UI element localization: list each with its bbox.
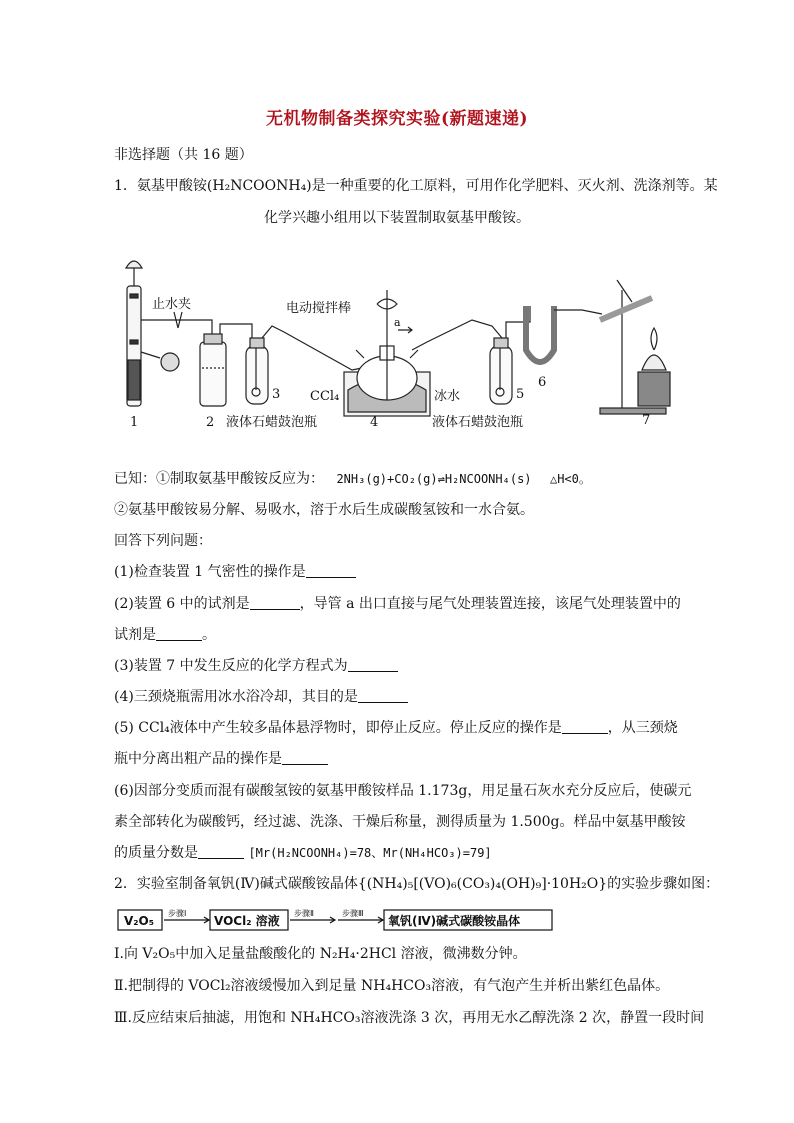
answer-blank[interactable] — [306, 563, 356, 578]
answer-blank[interactable] — [156, 626, 202, 641]
stirrer-label: 电动搅拌棒 — [286, 301, 352, 316]
question-1-6-line1: (6)因部分变质而混有碳酸氢铵的氨基甲酸铵样品 1.173g，用足量石灰水充分反应后，使碳元 — [114, 783, 692, 799]
enthalpy-note: △H<0。 — [549, 472, 591, 486]
apparatus-number-6: 6 — [538, 375, 547, 390]
question-1-5-text-b: ，从三颈烧 — [607, 720, 678, 736]
outlet-a-label: a — [394, 316, 401, 329]
section-heading: 非选择题（共 16 题） — [114, 147, 253, 163]
q1-intro-line1: 1．氨基甲酸铵(H₂NCOONH₄)是一种重要的化工原料，可用作化学肥料、灭火剂、洗涤剂等。某 — [114, 178, 718, 194]
question-1-6-line3 — [114, 844, 492, 862]
answer-prompt: 回答下列问题： — [114, 533, 212, 549]
question-1-5 — [114, 719, 678, 737]
question-1-2-cont — [114, 626, 216, 644]
question-1-5-text-a: (5) CCl₄液体中产生较多晶体悬浮物时，即停止反应。停止反应的操作是 — [114, 720, 562, 736]
question-1-5-text-c: 瓶中分离出粗产品的操作是 — [114, 751, 282, 767]
question-1-2 — [114, 595, 681, 613]
apparatus-number-2: 2 — [206, 415, 215, 430]
question-1-1 — [114, 563, 356, 581]
q2-intro: 2．实验室制备氧钒(Ⅳ)碱式碳酸铵晶体{(NH₄)₅[(VO)₆(CO₃)₄(OH)₉]·10H₂O}的实验步骤如图： — [114, 876, 720, 892]
question-1-2-text-c: 试剂是 — [114, 627, 156, 643]
reaction-equation: 2NH₃(g)+CO₂(g)⇌H₂NCOONH₄(s) — [336, 472, 532, 486]
question-1-3-text: (3)装置 7 中发生反应的化学方程式为 — [114, 658, 348, 674]
flow-step-2: 步骤Ⅱ — [294, 909, 314, 918]
apparatus-number-3: 3 — [272, 387, 281, 402]
question-1-3 — [114, 657, 398, 675]
question-1-2-text-a: (2)装置 6 中的试剂是 — [114, 596, 250, 612]
answer-blank[interactable] — [198, 844, 244, 859]
answer-blank[interactable] — [282, 750, 328, 765]
apparatus-number-7: 7 — [642, 413, 651, 428]
q2-step-3: Ⅲ.反应结束后抽滤，用饱和 NH₄HCO₃溶液洗涤 3 次，再用无水乙醇洗涤 2 次，静置一段时间 — [114, 1010, 705, 1026]
question-1-2-text-b: ，导管 a 出口直接与尾气处理装置连接，该尾气处理装置中的 — [299, 596, 681, 612]
known-1 — [114, 470, 591, 488]
flow-step-1: 步骤Ⅰ — [168, 909, 187, 918]
clamp-label: 止水夹 — [152, 297, 192, 312]
question-1-1-text: (1)检查装置 1 气密性的操作是 — [114, 564, 306, 580]
question-1-2-text-d: 。 — [202, 627, 216, 643]
known-2: ②氨基甲酸铵易分解、易吸水，溶于水后生成碳酸氢铵和一水合氨。 — [114, 502, 534, 518]
answer-blank[interactable] — [358, 688, 408, 703]
apparatus-number-1: 1 — [130, 415, 139, 430]
ccl4-label: CCl₄ — [310, 389, 340, 404]
question-1-6-text-c: 的质量分数是 — [114, 845, 198, 861]
answer-blank[interactable] — [250, 595, 300, 610]
question-1-4 — [114, 688, 408, 706]
flow-box-vocl2: VOCl₂ 溶液 — [214, 914, 280, 928]
bubbler-left-label: 液体石蜡鼓泡瓶 — [226, 415, 318, 430]
answer-blank[interactable] — [348, 657, 398, 672]
icewater-label: 冰水 — [434, 389, 461, 404]
molar-mass-note: [Mr(H₂NCOONH₄)=78、Mr(NH₄HCO₃)=79] — [248, 846, 492, 860]
q2-step-1: Ⅰ.向 V₂O₅中加入足量盐酸酸化的 N₂H₄·2HCl 溶液，微沸数分钟。 — [114, 946, 527, 962]
q2-step-2: Ⅱ.把制得的 VOCl₂溶液缓慢加入到足量 NH₄HCO₃溶液，有气泡产生并析出紫红色晶体。 — [114, 978, 670, 994]
flow-step-3: 步骤Ⅲ — [342, 909, 364, 918]
q1-intro-line2: 化学兴趣小组用以下装置制取氨基甲酸铵。 — [264, 210, 530, 226]
flow-box-v2o5: V₂O₅ — [124, 914, 154, 928]
flow-box-product: 氧钒(Ⅳ)碱式碳酸铵晶体 — [388, 914, 521, 928]
apparatus-number-5: 5 — [516, 387, 525, 402]
question-1-6-line2: 素全部转化为碳酸钙，经过滤、洗涤、干燥后称量，测得质量为 1.500g。样品中氨基甲酸铵 — [114, 814, 686, 830]
procedure-flowchart — [116, 906, 556, 934]
question-1-5-cont — [114, 750, 328, 768]
answer-blank[interactable] — [562, 719, 608, 734]
known-1-prefix: 已知：①制取氨基甲酸铵反应为： — [114, 471, 324, 487]
page-title: 无机物制备类探究实验(新题速递) — [265, 109, 529, 129]
apparatus-diagram — [112, 250, 682, 440]
apparatus-number-4: 4 — [370, 415, 379, 430]
question-1-4-text: (4)三颈烧瓶需用冰水浴冷却，其目的是 — [114, 689, 358, 705]
bubbler-right-label: 液体石蜡鼓泡瓶 — [432, 415, 524, 430]
